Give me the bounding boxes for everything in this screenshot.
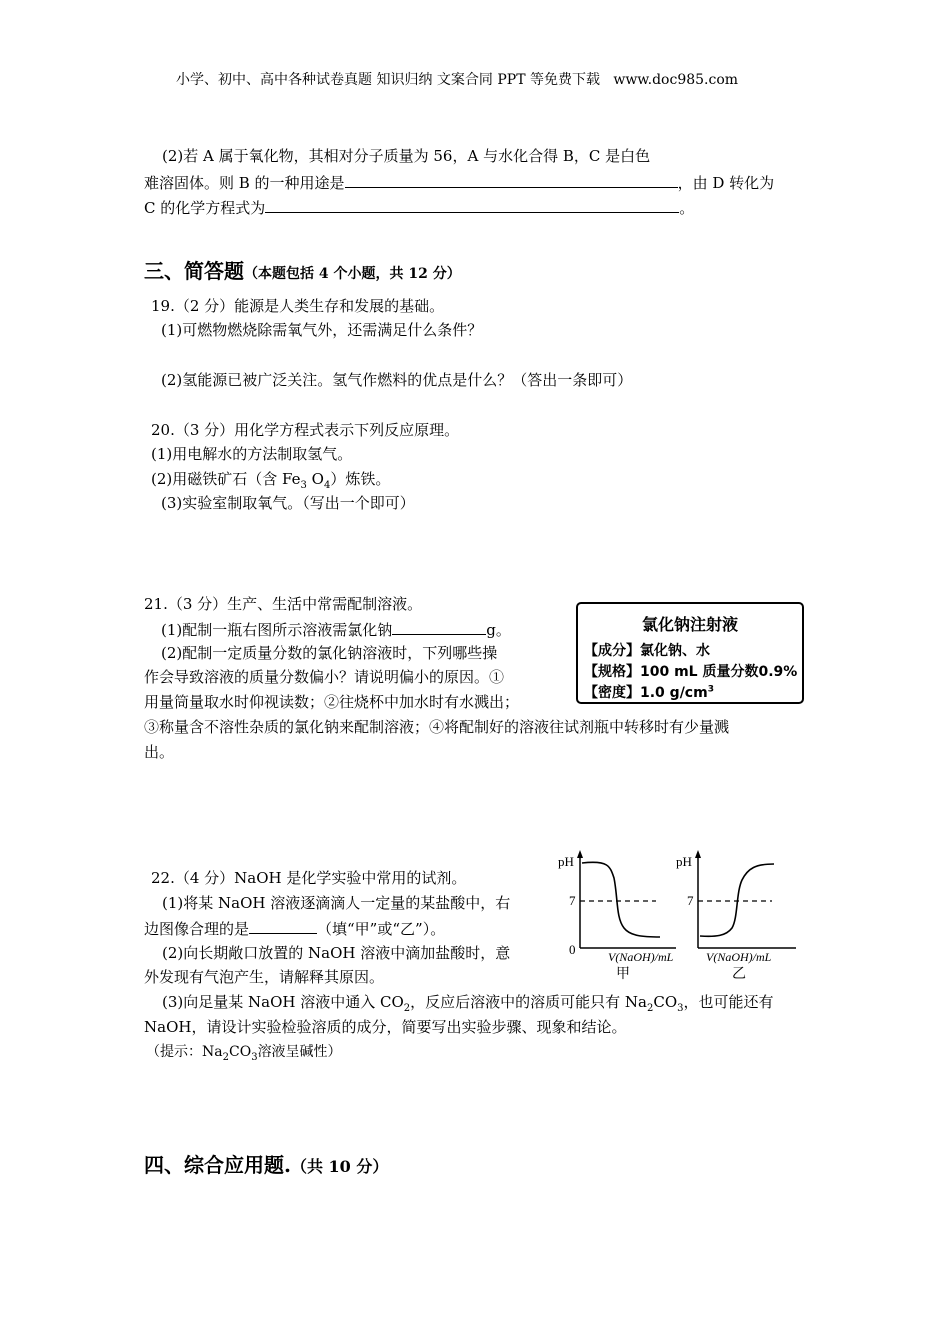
section4-title: 四、综合应用题. [144, 1153, 291, 1177]
header-url: www.doc985.com [613, 72, 739, 88]
q22-part2-line2: 外发现有气泡产生，请解释其原因。 [144, 968, 385, 986]
section3-title: 三、简答题 [144, 259, 244, 283]
q19-part2: (2)氢能源已被广泛关注。氢气作燃料的优点是什么？（答出一条即可） [161, 371, 633, 389]
saline-label-ingredients: 【成分】氯化钠、水 [584, 643, 710, 659]
origin-label: 0 [569, 942, 576, 957]
saline-label-spec: 【规格】100 mL 质量分数0.9% [584, 664, 798, 680]
xlabel: V(NaOH)/mL [608, 950, 674, 964]
q21-part2-line4: ③称量含不溶性杂质的氯化钠来配制溶液；④将配制好的溶液往试剂瓶中转移时有少量溅 [144, 718, 730, 736]
section4-heading [144, 1152, 388, 1180]
saline-label-density: 【密度】1.0 $g/cm^3$ [584, 684, 714, 701]
q21-part2-line1: (2)配制一定质量分数的氯化钠溶液时，下列哪些操 [161, 644, 498, 662]
answer-blank[interactable] [345, 172, 678, 188]
q21-part2-line3: 用量筒量取水时仰视读数；②往烧杯中加水时有水溅出； [144, 693, 520, 711]
q18-part2-line1: (2)若 A 属于氧化物，其相对分子质量为 56，A 与水化合得 B，C 是白色 [162, 147, 651, 165]
graph-name-yi: 乙 [732, 967, 746, 980]
answer-blank[interactable] [249, 918, 317, 934]
q22-stem: 22.（4 分）NaOH 是化学实验中常用的试剂。 [151, 869, 467, 887]
q22-part3-line1: (3)向足量某 NaOH 溶液中通入 $CO_2$，反应后溶液中的溶质可能只有 $Na_2CO_3$，也可能还有 [162, 993, 774, 1014]
graph-name-jia: 甲 [616, 967, 630, 980]
q22-part3-line2: NaOH，请设计实验检验溶质的成分，简要写出实验步骤、现象和结论。 [144, 1018, 627, 1036]
q19-part1: (1)可燃物燃烧除需氧气外，还需满足什么条件？ [161, 321, 483, 339]
saline-label-title: 氯化钠注射液 [641, 615, 738, 634]
q20-part3: (3)实验室制取氧气。（写出一个即可） [161, 494, 415, 512]
section3-heading [144, 258, 461, 287]
q21-part2-line2: 作会导致溶液的质量分数偏小？请说明偏小的原因。① [144, 668, 505, 686]
y-axis-arrow [577, 850, 583, 858]
xlabel: V(NaOH)/mL [706, 950, 772, 964]
answer-blank[interactable] [392, 619, 486, 635]
ph-graph-jia [558, 848, 686, 980]
q19-stem: 19.（2 分）能源是人类生存和发展的基础。 [151, 297, 445, 315]
q21-stem: 21.（3 分）生产、生活中常需配制溶液。 [144, 595, 423, 613]
q21-part1: (1)配制一瓶右图所示溶液需氯化钠 g。 [161, 621, 511, 639]
q20-part1: (1)用电解水的方法制取氢气。 [151, 445, 353, 463]
header-text: 小学、初中、高中各种试卷真题 知识归纳 文案合同 PPT 等免费下载 [176, 72, 600, 88]
q18-part2-line2: 难溶固体。则 B 的一种用途是 ，由 D 转化为 [144, 174, 775, 192]
answer-blank[interactable] [265, 197, 679, 213]
q22-part1-line2: 边图像合理的是 （填“甲”或“乙”）。 [144, 920, 446, 938]
y-axis-arrow [695, 850, 701, 858]
ph-curve-increasing [700, 864, 774, 936]
q22-hint: （提示：$Na_2CO_3$溶液呈碱性） [146, 1044, 342, 1063]
q20-part2: (2)用磁铁矿石（含 $Fe_3$ $O_4$）炼铁。 [151, 470, 391, 491]
ph-graph-yi [676, 848, 806, 980]
q22-part1-line1: (1)将某 NaOH 溶液逐滴滴人一定量的某盐酸中，右 [162, 894, 511, 912]
saline-label [576, 602, 804, 704]
section4-note: （共 10 分） [290, 1157, 389, 1176]
ph-curve-decreasing [582, 862, 660, 937]
page-header [176, 70, 738, 90]
q21-part2-line5: 出。 [144, 743, 175, 761]
q22-part2-line1: (2)向长期敞口放置的 NaOH 溶液中滴加盐酸时，意 [162, 944, 511, 962]
section3-note: （本题包括 4 个小题，共 12 分） [244, 266, 461, 282]
ref-tick-label: 7 [687, 893, 694, 908]
q20-stem: 20.（3 分）用化学方程式表示下列反应原理。 [151, 421, 460, 439]
q18-part2-line3: C 的化学方程式为 。 [144, 199, 695, 217]
ref-tick-label: 7 [569, 893, 576, 908]
ylabel: pH [676, 854, 692, 869]
ylabel: pH [558, 854, 574, 869]
